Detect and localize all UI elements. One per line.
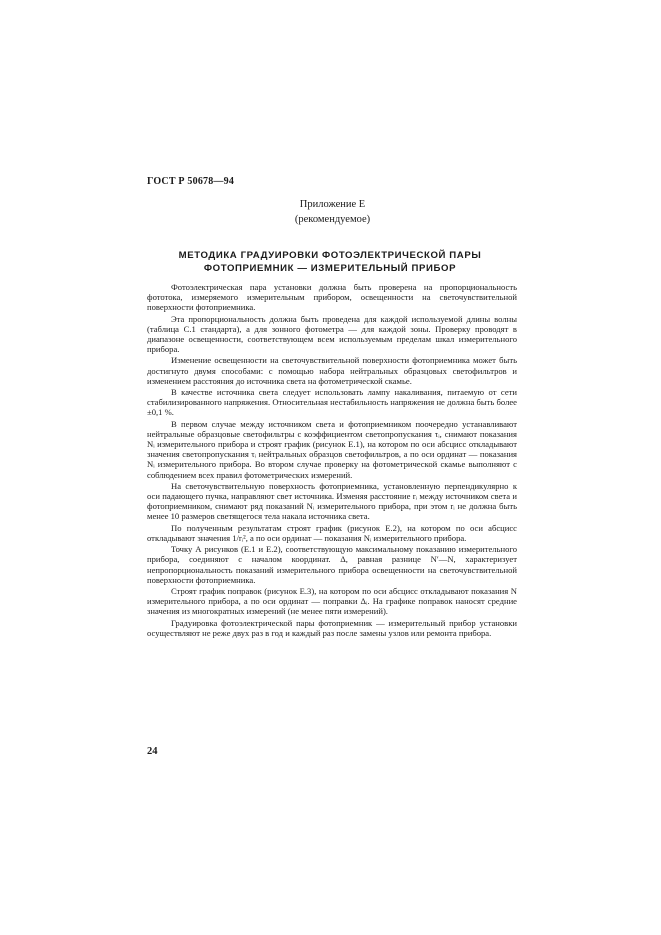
paragraph: В качестве источника света следует использовать лампу накаливания, питаемую от сети стабилизированного напряжения. Относительная нестабильность напряжения не должна быть более ±0,1 %. [147, 387, 517, 418]
title-line-2: ФОТОПРИЕМНИК — ИЗМЕРИТЕЛЬНЫЙ ПРИБОР [203, 263, 457, 274]
title-line-1: МЕТОДИКА ГРАДУИРОВКИ ФОТОЭЛЕКТРИЧЕСКОЙ ПАРЫ [178, 250, 482, 261]
paragraph: На светочувствительную поверхность фотоприемника, установленную перпендикулярно к оси падающего пучка, направляют свет источника. Изменяя расстояние rᵢ между источником света и фотоприемником, снимают ряд показаний Nᵢ измерительного прибора, при этом rᵢ не должна быть менее 10 размеров светящегося тела накала источника света. [147, 480, 517, 522]
paragraph: Изменение освещенности на светочувствительной поверхности фотоприемника может быть достигнуто двумя способами: с помощью набора нейтральных образцовых светофильтров и изменением расстояния до источника света на фотометрической скамье. [147, 355, 517, 386]
paragraph: Строят график поправок (рисунок Е.3), на котором по оси абсцисс откладывают показания N измерительного прибора, а по оси ординат — поправки Δᵢ. На графике поправок наносят средние значения из многократных измерений (не менее пяти измерений). [147, 586, 517, 617]
appendix-status: (рекомендуемое) [294, 214, 371, 225]
document-title [170, 249, 490, 275]
page-number: 24 [147, 746, 158, 757]
paragraph: Фотоэлектрическая пара установки должна быть проверена на пропорциональность фототока, измеряемого измерительным прибором, освещенности на светочувствительной поверхности фотоприемника. [147, 282, 517, 313]
appendix-label: Приложение Е [299, 199, 366, 210]
paragraph: Градуировка фотоэлектрической пары фотоприемник — измерительный прибор установки осуществляют не реже двух раз в год и каждый раз после замены узлов или ремонта прибора. [147, 617, 517, 638]
paragraph: В первом случае между источником света и фотоприемником поочередно устанавливают нейтральные образцовые светофильтры с коэффициентом светопропускания τᵢ, снимают показания Nᵢ измерительного прибора и строят график (рисунок Е.1), на котором по оси абсцисс откладывают значения светопропускания τᵢ нейтральных образцов светофильтров, а по оси ординат — показания Nᵢ измерительного прибора. Во втором случае проверку на фотометрической скамье выполняют с соблюдением всех правил фотометрических измерений. [147, 418, 517, 480]
standard-code: ГОСТ Р 50678—94 [147, 176, 235, 187]
paragraph: По полученным результатам строят график (рисунок Е.2), на котором по оси абсцисс откладывают значения 1/rᵢ², а по оси ординат — показания Nᵢ измерительного прибора. [147, 522, 517, 543]
body-text [147, 282, 517, 639]
paragraph: Эта пропорциональность должна быть проведена для каждой используемой длины волны (таблица С.1 стандарта), а для зонного фотометра — для каждой зоны. Проверку проводят в диапазоне освещенности, соответствующем всем используемым пределам шкал измерительного прибора. [147, 313, 517, 355]
paragraph: Точку А рисунков (Е.1 и Е.2), соответствующую максимальному показанию измерительного прибора, соединяют с началом координат. Δ, равная разнице N′—N, характеризует непропорциональность показаний измерительного прибора освещенности на светочувствительной поверхности фотоприемника. [147, 544, 517, 585]
